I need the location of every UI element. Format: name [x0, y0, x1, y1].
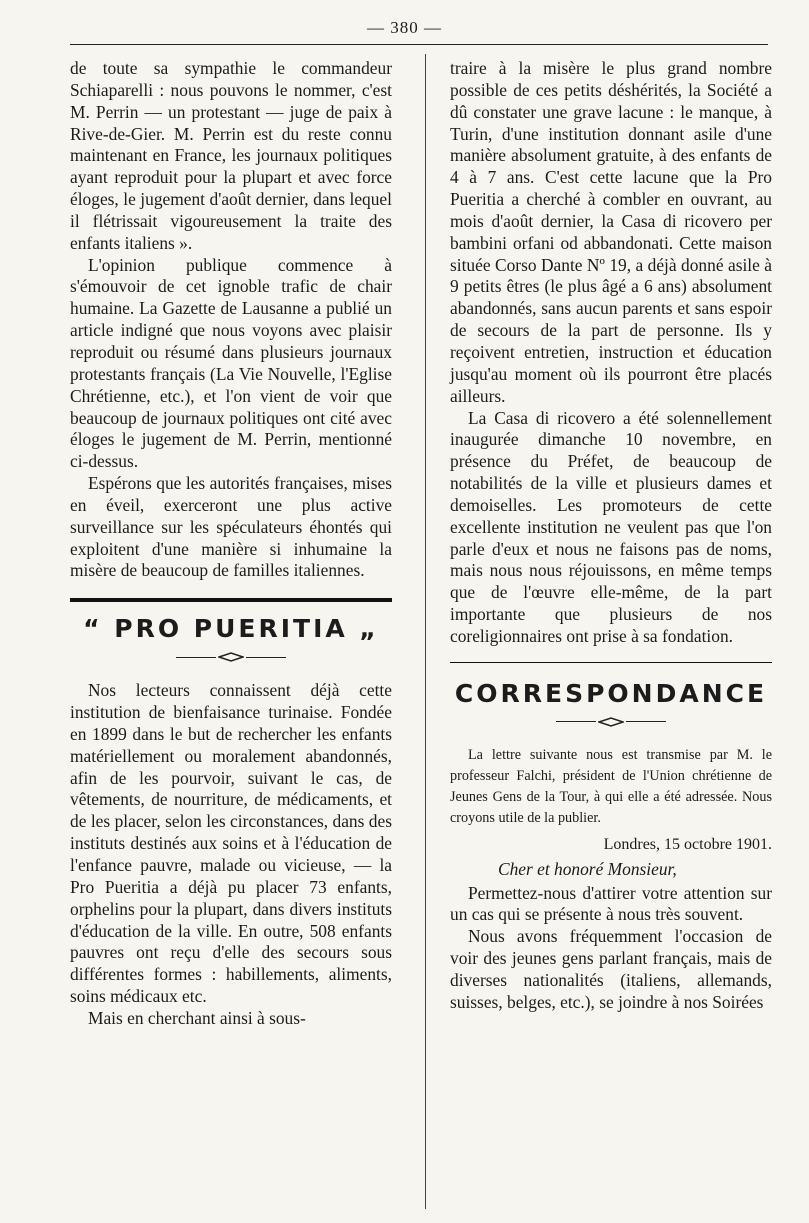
section-rule [450, 662, 772, 663]
salutation: Cher et honoré Monsieur, [498, 858, 677, 879]
left-column [70, 58, 392, 1030]
letter-paragraph-1: Permettez-nous d'attirer votre attention sur un cas qui se présente à nous très souvent. [450, 882, 772, 925]
column-divider [425, 54, 426, 1209]
intro-note: La lettre suivante nous est transmise par M. le professeur Falchi, président de l'Union chrétienne de Jeunes Gens de la Tour, à qui elle a été adressée. Nous croyons utile de la publier. [450, 746, 772, 826]
right-paragraph-1: traire à la misère le plus grand nombre possible de ces petits déshérités, la Société a dû constater une grave lacune : le manque, à Turin, d'une institution donnant asile d'une manière absolument gratuite, à des enfants de 4 à 7 ans. C'est cette lacune que la Pro Pueritia a cherché à combler en ouvrant, au mois d'août dernier, la Casa di ricovero per bambini orfani od abbandonati. Cette maison située Corso Dante Nº 19, a déjà donné asile à 9 petits êtres (le plus âgé a 6 ans) absolument abandonnés, sans aucun parents et sans espoir de secours de la part de personne. Ils y reçoivent entretien, instruction et éducation jusqu'au moment où ils pourront être placés ailleurs. [450, 58, 772, 406]
left-paragraph-1: de toute sa sympathie le commandeur Schiaparelli : nous pouvons le nommer, c'est M. Perrin — un protestant — juge de paix à Rive-de-Gier. M. Perrin est du reste connu maintenant en France, les journaux politiques ayant reproduit pour la plupart et avec force éloges, le jugement d'août dernier, dans lequel il flétrissait vigoureusement la traite des enfants italiens ». [70, 58, 392, 253]
ornament-divider-icon [70, 648, 392, 666]
pro-pueritia-paragraph-1: Nos lecteurs connaissent déjà cette institution de bienfaisance turinaise. Fondée en 1899 dans le but de rechercher les enfants matériellement ou moralement abandonnés, afin de les pourvoir, suivant le cas, de vêtements, de nourriture, de médicaments, et de les placer, selon les circonstances, dans des instituts destinés aux soins et à l'éducation de l'enfance pauvre, malade ou vicieuse, — la Pro Pueritia a déjà pu placer 73 enfants, orphelins pour la plupart, dans divers instituts d'éducation de la ville. En outre, 508 enfants pauvres ont reçu d'elle des secours sous différentes formes : habillements, aliments, soins médicaux etc. [70, 680, 392, 1007]
dateline: Londres, 15 octobre 1901. [603, 835, 772, 853]
header-rule [70, 44, 768, 45]
left-paragraph-3: Espérons que les autorités françaises, mises en éveil, exerceront une plus active surveillance sur les spéculateurs éhontés qui exploitent d'une manière si inhumaine la misère de beaucoup de familles italiennes. [70, 473, 392, 581]
section-rule [70, 598, 392, 602]
ornament-divider-icon [450, 713, 772, 731]
left-paragraph-2: L'opinion publique commence à s'émouvoir de cet ignoble trafic de chair humaine. La Gazette de Lausanne a publié un article indigné que nous voyons avec plaisir reproduit ou résumé dans plusieurs journaux protestants français (La Vie Nouvelle, l'Eglise Chrétienne, etc.), et l'on vient de voir que beaucoup de journaux politiques ont cité avec éloges le jugement de M. Perrin, mentionné ci-dessus. [70, 254, 392, 472]
correspondance-heading: CORRESPONDANCE [454, 678, 768, 708]
letter-paragraph-2: Nous avons fréquemment l'occasion de voir des jeunes gens parlant français, mais de diverses nationalités (italiens, allemands, suisses, belges, etc.), se joindre à nos Soirées [450, 926, 772, 1012]
right-column [450, 58, 772, 1014]
pro-pueritia-paragraph-2: Mais en cherchant ainsi à sous- [88, 1007, 306, 1028]
pro-pueritia-heading: “ PRO PUERITIA „ [83, 614, 379, 644]
page-number: — 380 — [367, 18, 442, 37]
right-paragraph-2: La Casa di ricovero a été solennellement inaugurée dimanche 10 novembre, en présence du Préfet, de beaucoup de notabilités de la ville et plusieurs dames et demoiselles. Les promoteurs de cette excellente institution ne veulent pas que l'on parle d'eux et nous ne faisons pas de noms, mais nous nous réjouissons, en même temps que de l'œuvre elle-même, de la part importante que plusieurs de nos coreligionnaires ont prise à sa fondation. [450, 407, 772, 646]
